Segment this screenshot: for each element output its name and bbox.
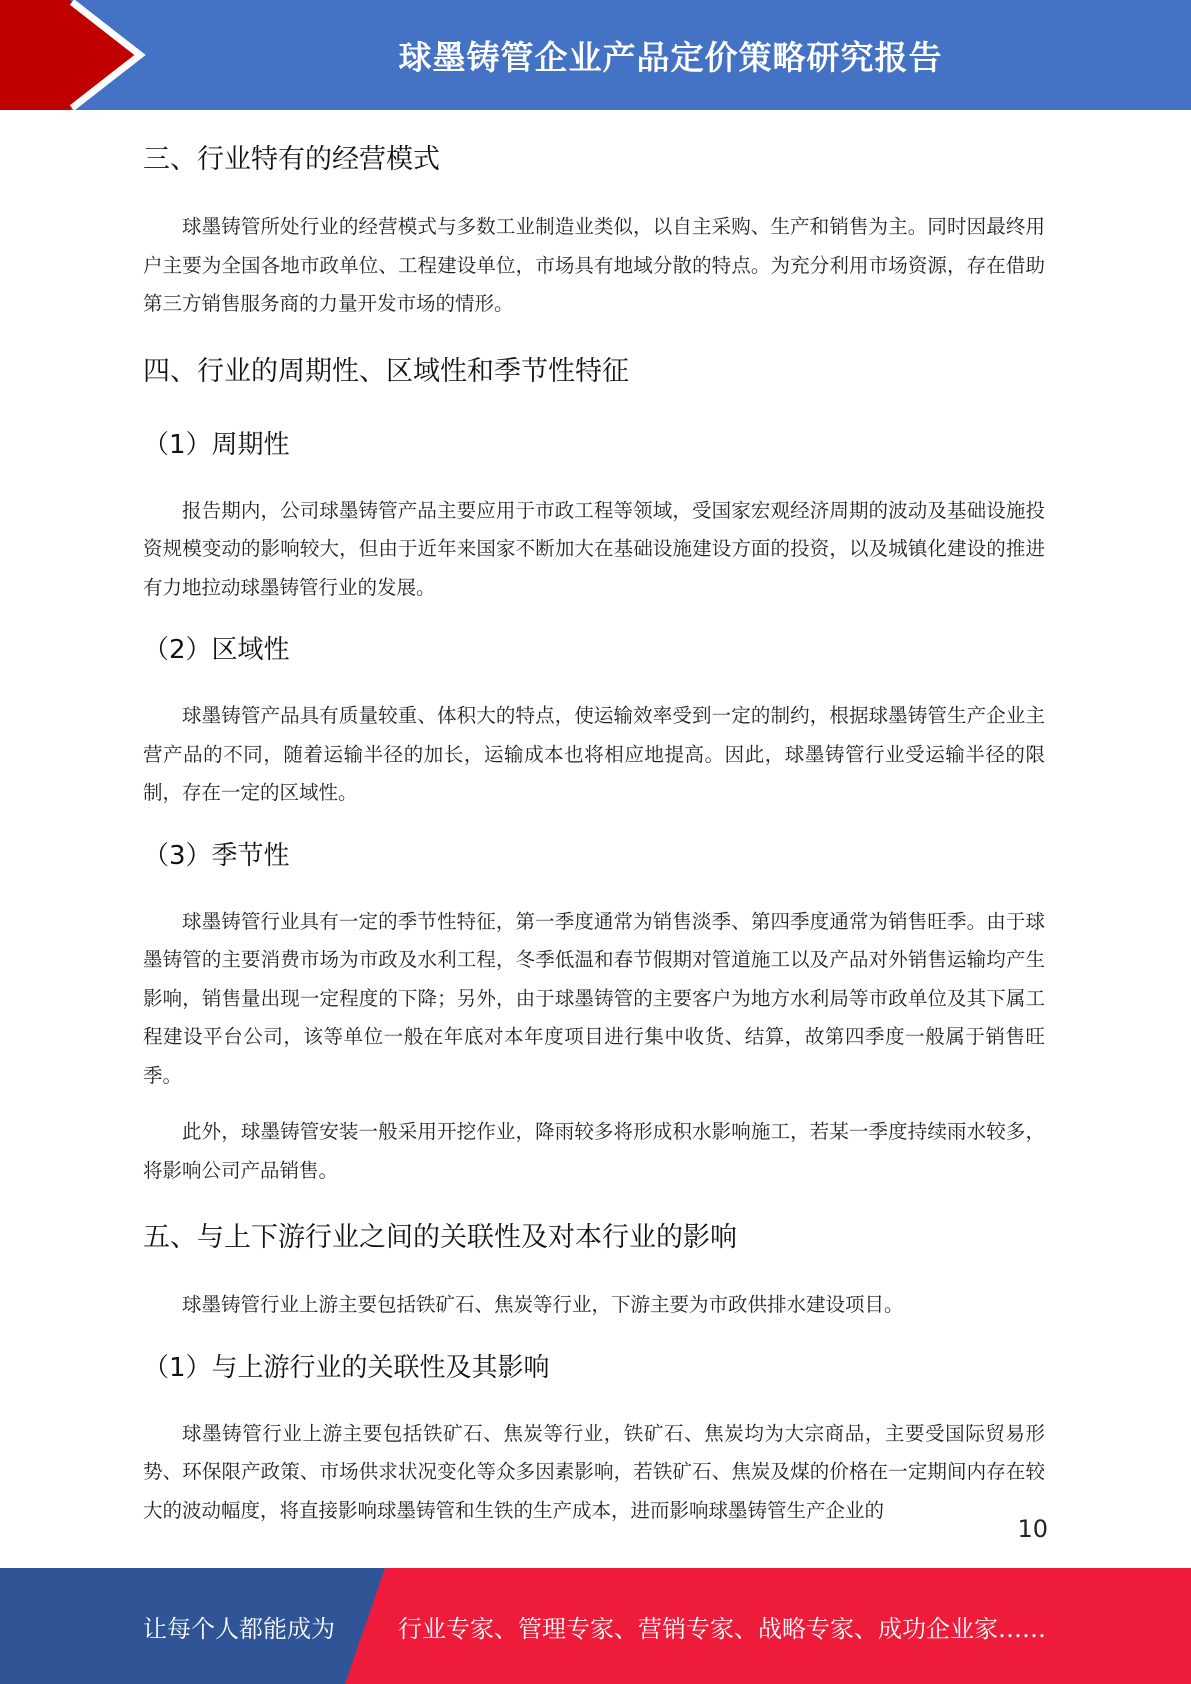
section-3-paragraph: 球墨铸管所处行业的经营模式与多数工业制造业类似，以自主采购、生产和销售为主。同时因最终用户主要为全国各地市政单位、工程建设单位，市场具有地域分散的特点。为充分利用市场资源，存在借助第三方销售服务商的力量开发市场的情形。 [143,215,1045,315]
section-4-heading: 四、行业的周期性、区域性和季节性特征 [143,355,629,387]
page-footer [0,1568,1191,1684]
header-arrow-decoration [0,0,160,110]
footer-slogan-right: 行业专家、管理专家、营销专家、战略专家、成功企业家…… [398,1614,1046,1643]
page-header [0,0,1191,110]
section-5-1-heading: （1）与上游行业的关联性及其影响 [143,1352,550,1383]
section-4-1-paragraph: 报告期内，公司球墨铸管产品主要应用于市政工程等领域，受国家宏观经济周期的波动及基础设施投资规模变动的影响较大，但由于近年来国家不断加大在基础设施建设方面的投资，以及城镇化建设的推进有力地拉动球墨铸管行业的发展。 [143,498,1045,599]
section-4-2-heading: （2）区域性 [143,635,290,665]
section-4-1-heading: （1）周期性 [143,429,290,460]
section-5-paragraph: 球墨铸管行业上游主要包括铁矿石、焦炭等行业，下游主要为市政供排水建设项目。 [182,1293,904,1316]
section-5-heading: 五、与上下游行业之间的关联性及对本行业的影响 [143,1222,737,1253]
footer-slogan-left: 让每个人都能成为 [143,1614,335,1643]
section-3-heading: 三、行业特有的经营模式 [143,144,440,175]
section-4-2-paragraph: 球墨铸管产品具有质量较重、体积大的特点，使运输效率受到一定的制约，根据球墨铸管生产企业主营产品的不同，随着运输半径的加长，运输成本也将相应地提高。因此，球墨铸管行业受运输半径的限制，存在一定的区域性。 [143,704,1045,804]
document-body [143,112,1045,1530]
section-5-1-paragraph: 球墨铸管行业上游主要包括铁矿石、焦炭等行业，铁矿石、焦炭均为大宗商品，主要受国际贸易形势、环保限产政策、市场供求状况变化等众多因素影响，若铁矿石、焦炭及煤的价格在一定期间内存在较大的波动幅度，将直接影响球墨铸管和生铁的生产成本，进而影响球墨铸管生产企业的 [143,1421,1045,1522]
report-title: 球墨铸管企业产品定价策略研究报告 [398,37,943,77]
section-4-3-paragraph-2: 此外，球墨铸管安装一般采用开挖作业，降雨较多将形成积水影响施工，若某一季度持续雨水较多，将影响公司产品销售。 [143,1120,1045,1182]
section-4-3-heading: （3）季节性 [143,840,290,871]
page-number: 10 [1017,1515,1048,1543]
section-4-3-paragraph-1: 球墨铸管行业具有一定的季节性特征，第一季度通常为销售淡季、第四季度通常为销售旺季。由于球墨铸管的主要消费市场为市政及水利工程，冬季低温和春节假期对管道施工以及产品对外销售运输均产生影响，销售量出现一定程度的下降；另外，由于球墨铸管的主要客户为地方水利局等市政单位及其下属工程建设平台公司，该等单位一般在年底对本年度项目进行集中收货、结算，故第四季度一般属于销售旺季。 [143,909,1045,1087]
